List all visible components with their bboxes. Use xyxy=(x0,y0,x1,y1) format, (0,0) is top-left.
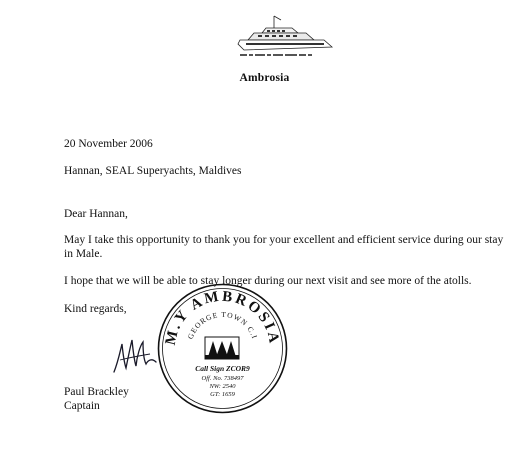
letter-date: 20 November 2006 xyxy=(64,138,153,150)
stamp-nw: NW: 2540 xyxy=(209,383,236,390)
stamp-emblem-icon xyxy=(205,337,239,359)
stamp-arc-inner: GEORGE TOWN C.I xyxy=(185,309,260,341)
letter-paragraph-1: May I take this opportunity to thank you for your excellent and efficient service during our stay in Male. xyxy=(64,234,504,260)
letter-closing: Kind regards, xyxy=(64,303,127,315)
letter-paragraph-2: I hope that we will be able to stay longer during our next visit and see more of the atolls. xyxy=(64,275,472,287)
svg-text:GEORGE TOWN C.I xyxy=(186,310,260,340)
letter-salutation: Dear Hannan, xyxy=(64,208,128,220)
stamp-arc-top: M.Y AMBROSIA xyxy=(162,288,283,347)
stamp-gt: GT: 1659 xyxy=(210,391,235,398)
signatory-title: Captain xyxy=(64,400,100,412)
letterhead-name: Ambrosia xyxy=(239,72,290,84)
letter-addressee: Hannan, SEAL Superyachts, Maldives xyxy=(64,165,242,177)
stamp-call-sign: Call Sign ZCOR9 xyxy=(195,364,250,373)
signatory-name: Paul Brackley xyxy=(64,386,129,398)
handwritten-signature-icon xyxy=(110,332,160,380)
ship-stamp-icon xyxy=(155,281,290,416)
stamp-off-no: Off. No. 738497 xyxy=(201,375,244,382)
yacht-logo-icon xyxy=(232,14,336,62)
